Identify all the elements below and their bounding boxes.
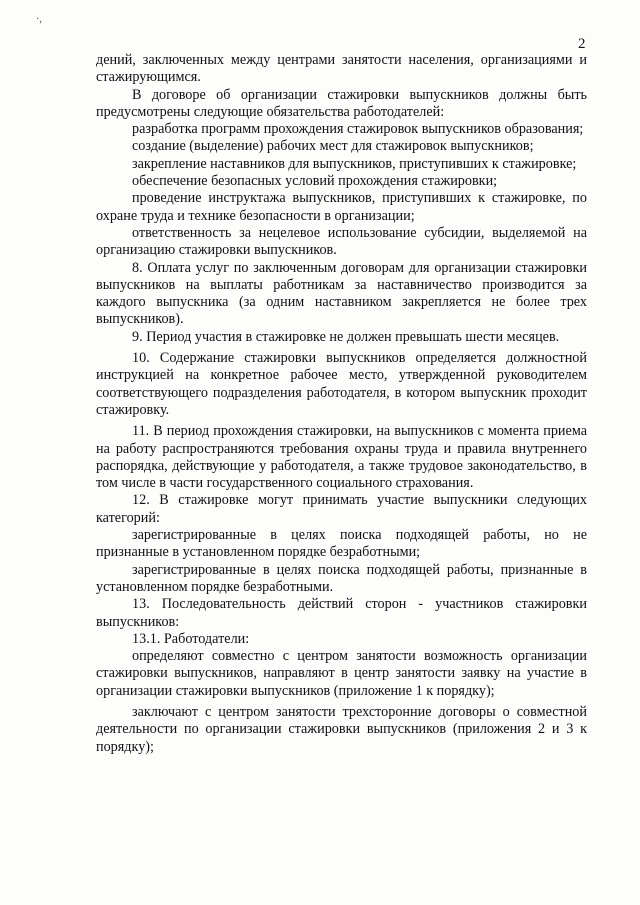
list-item-briefing: проведение инструктажа выпускников, приступивших к стажировке, по охране труда и технике безопасности в организации;: [96, 190, 587, 224]
clause-11: 11. В период прохождения стажировки, на выпускников с момента приема на работу распространяются требования охраны труда и правила внутреннего распорядка, действующие у работодателя, а также трудовое законодательство, в том числе в части государственного социального страхования.: [96, 423, 587, 492]
list-item-determine: определяют совместно с центром занятости возможность организации стажировки выпускников, направляют в центр занятости заявку на участие в организации стажировки выпускников (приложение 1 к порядку);: [96, 648, 587, 699]
body-text: [96, 52, 587, 756]
list-item-mentors: закрепление наставников для выпускников, приступивших к стажировке;: [132, 155, 577, 172]
clause-13-1: 13.1. Работодатели:: [132, 630, 250, 647]
clause-8: 8. Оплата услуг по заключенным договорам для организации стажировки выпускников на выплаты работникам за наставничество производится за каждого выпускника (за одним наставником закрепляется не более трех выпускников).: [96, 259, 587, 328]
page-number: 2: [578, 36, 586, 52]
list-item-conclude: заключают с центром занятости трехсторонние договоры о совместной деятельности по организации стажировки выпускников (приложения 2 и 3 к порядку);: [96, 703, 587, 755]
scan-speck: ·,: [36, 14, 42, 25]
clause-10: 10. Содержание стажировки выпускников определяется должностной инструкцией на конкретное рабочее место, утвержденной руководителем соответствующего подразделения работодателя, в котором выпускник проходит стажировку.: [96, 350, 587, 418]
list-item-registered-not-unemployed: зарегистрированные в целях поиска подходящей работы, но не признанные в установленном порядке безработными;: [96, 527, 587, 561]
list-item-registered-unemployed: зарегистрированные в целях поиска подходящей работы, признанные в установленном порядке безработными.: [96, 561, 587, 595]
list-item-safety: обеспечение безопасных условий прохождения стажировки;: [132, 173, 498, 190]
list-item-workplaces: создание (выделение) рабочих мест для стажировок выпускников;: [132, 138, 534, 155]
list-item-programs: разработка программ прохождения стажировок выпускников образования;: [132, 121, 584, 138]
clause-13: 13. Последовательность действий сторон - участников стажировки выпускников:: [96, 596, 587, 630]
paragraph-contract-obligations: В договоре об организации стажировки выпускников должны быть предусмотрены следующие обязательства работодателей:: [96, 86, 587, 120]
clause-9: 9. Период участия в стажировке не должен превышать шести месяцев.: [132, 328, 560, 345]
clause-12: 12. В стажировке могут принимать участие выпускники следующих категорий:: [96, 492, 587, 526]
list-item-responsibility: ответственность за нецелевое использование субсидии, выделяемой на организацию стажировки выпускников.: [96, 224, 587, 259]
paragraph-continuation: дений, заключенных между центрами занятости населения, организациями и стажирующимся.: [96, 52, 587, 86]
